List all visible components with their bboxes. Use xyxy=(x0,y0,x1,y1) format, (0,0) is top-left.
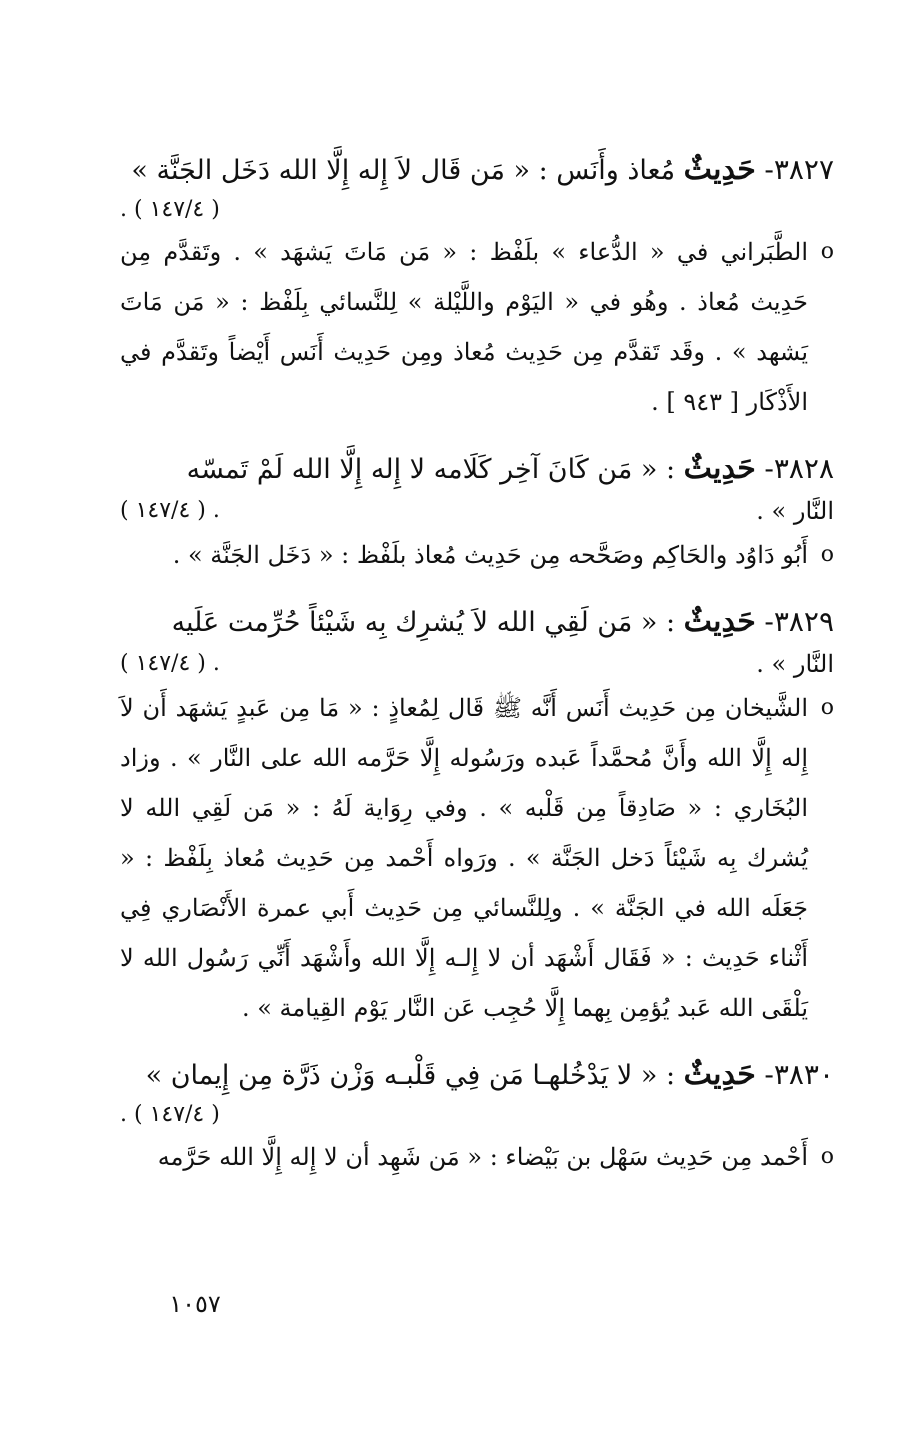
hadith-heading-end xyxy=(120,645,834,683)
hadith-text: : « مَن كَانَ آخِر كَلَامه لا إِله إِلَّا الله لَمْ تَمسّه xyxy=(186,454,676,485)
page-number: ١٠٥٧ xyxy=(169,1290,221,1318)
hadith-heading xyxy=(120,600,834,645)
commentary-text: أَحْمد مِن حَدِيث سَهْل بن بَيْضاء : « مَن شَهِد أن لا إِله إِلَّا الله حَرَّمه xyxy=(157,1143,808,1171)
circle-bullet-icon: o xyxy=(820,695,834,720)
circle-bullet-icon: o xyxy=(820,239,834,264)
circle-bullet-icon: o xyxy=(820,1144,834,1169)
hadith-text: : « مَن لَقِي الله لاَ يُشرِك بِه شَيْئاً حُرِّمت عَلَيه xyxy=(171,607,676,638)
hadith-text-end: النَّار » . xyxy=(756,497,834,525)
commentary-text: الطَّبَراني في « الدُّعاء » بلَفْظ : « مَن مَاتَ يَشهَد » . وتَقدَّم مِن حَدِيث مُعاذ . وهُو في « اليَوْم واللَّيْلة » لِلنَّسائي بِلَفْظ : « مَن مَاتَ يَشهد » . وقَد تَقدَّم مِن حَدِيث مُعاذ ومِن حَدِيث أَنَس أَيْضاً وتَقدَّم في الأَذْكَار [ ٩٤٣ ] . xyxy=(120,238,808,416)
hadith-keyword: حَدِيثٌ xyxy=(683,451,756,486)
hadith-number: ٣٨٢٨- xyxy=(764,452,834,485)
hadith-commentary xyxy=(120,530,834,580)
hadith-heading xyxy=(120,447,834,492)
hadith-heading-end xyxy=(120,492,834,530)
hadith-heading xyxy=(120,1053,834,1098)
hadith-text: : « لا يَدْخُلهـا مَن فِي قَلْبـه وَزْن ذَرَّة مِن إِيمان » xyxy=(145,1060,676,1091)
hadith-entry xyxy=(120,447,834,580)
hadith-commentary xyxy=(120,683,834,1033)
hadith-keyword: حَدِيثٌ xyxy=(683,604,756,639)
hadith-entry xyxy=(120,148,834,427)
page-body xyxy=(120,148,834,1202)
hadith-text-end: النَّار » . xyxy=(756,650,834,678)
hadith-text: مُعاذ وأَنَس : « مَن قَال لاَ إِله إِلَّا الله دَخَل الجَنَّة » xyxy=(131,155,676,186)
hadith-number: ٣٨٣٠- xyxy=(764,1058,834,1091)
hadith-number: ٣٨٢٩- xyxy=(764,605,834,638)
hadith-entry xyxy=(120,600,834,1033)
hadith-reference: ( ١٤٧/٤ ) . xyxy=(120,498,220,523)
circle-bullet-icon: o xyxy=(820,542,834,567)
commentary-text: الشَّيخان مِن حَدِيث أَنَس أَنَّه ﷺ قَال لِمُعاذٍ : « مَا مِن عَبدٍ يَشهَد أَن لاَ إِله إِلَّا الله وأَنَّ مُحمَّداً عَبده ورَسُوله إِلَّا حَرَّمه الله على النَّار » . وزاد البُخَاري : « صَادِقاً مِن قَلْبه » . وفي رِوَاية لَهُ : « مَن لَقِي الله لا يُشرك بِه شَيْئاً دَخل الجَنَّة » . ورَواه أَحْمد مِن حَدِيث مُعاذ بِلَفْظ : « جَعَلَه الله في الجَنَّة » . ولِلنَّسائي مِن حَدِيث أَبي عمرة الأَنْصَاري فِي أَثْناء حَدِيث : « فَقَال أَشْهَد أن لا إِلـه إِلَّا الله وأَشْهَد أَنِّي رَسُول الله لا يَلْقَى الله عَبد يُؤمِن بِهما إِلَّا حُجِب عَن النَّار يَوْم القِيامة » . xyxy=(120,694,808,1022)
hadith-commentary xyxy=(120,1132,834,1182)
hadith-keyword: حَدِيثٌ xyxy=(683,1057,756,1092)
hadith-keyword: حَدِيثٌ xyxy=(683,152,756,187)
hadith-reference: . ( ١٤٧/٤ ) xyxy=(120,197,220,222)
commentary-text: أَبُو دَاوُد والحَاكِم وصَحَّحه مِن حَدِيث مُعاذ بلَفْظ : « دَخَل الجَنَّة » . xyxy=(172,541,808,569)
hadith-entry xyxy=(120,1053,834,1182)
hadith-number: ٣٨٢٧- xyxy=(764,153,834,186)
hadith-heading xyxy=(120,148,834,193)
hadith-reference: . ( ١٤٧/٤ ) xyxy=(120,1102,220,1127)
hadith-reference: ( ١٤٧/٤ ) . xyxy=(120,651,220,676)
hadith-commentary xyxy=(120,227,834,427)
